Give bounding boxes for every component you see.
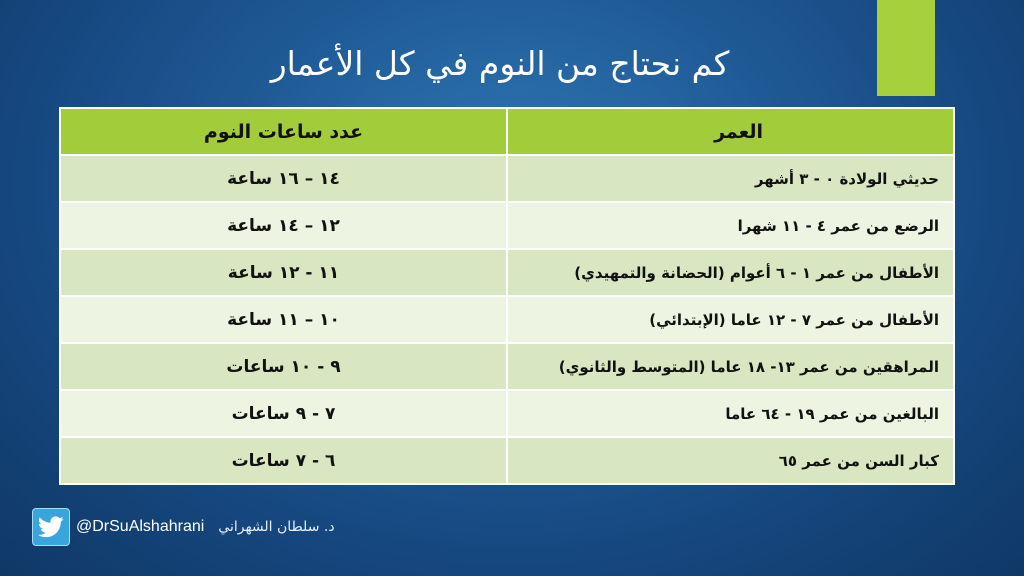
table-row — [60, 202, 954, 249]
age-cell: كبار السن من عمر ٦٥ — [507, 437, 954, 484]
header-age: العمر — [507, 108, 954, 155]
hours-cell: ٧ - ٩ ساعات — [60, 390, 507, 437]
hours-cell: ٩ - ١٠ ساعات — [60, 343, 507, 390]
age-cell: الأطفال من عمر ٧ - ١٢ عاما (الإبتدائي) — [507, 296, 954, 343]
table-row — [60, 390, 954, 437]
table-row — [60, 296, 954, 343]
sleep-hours-table — [59, 107, 955, 485]
age-cell: الرضع من عمر ٤ - ١١ شهرا — [507, 202, 954, 249]
twitter-handle[interactable]: @DrSuAlshahrani — [76, 518, 205, 535]
hours-cell: ١١ - ١٢ ساعة — [60, 249, 507, 296]
table-row — [60, 343, 954, 390]
twitter-bird-glyph — [38, 516, 64, 538]
header-sleep-hours: عدد ساعات النوم — [60, 108, 507, 155]
twitter-bird-icon[interactable] — [32, 508, 70, 546]
age-cell: المراهقين من عمر ١٣- ١٨ عاما (المتوسط والثانوي) — [507, 343, 954, 390]
age-cell: حديثي الولادة ٠ - ٣ أشهر — [507, 155, 954, 202]
accent-bar — [877, 0, 935, 96]
table-row — [60, 437, 954, 484]
slide-title: كم نحتاج من النوم في كل الأعمار — [270, 44, 730, 83]
author-name: د. سلطان الشهراني — [218, 519, 335, 535]
footer — [32, 508, 335, 546]
table-row — [60, 155, 954, 202]
table-row — [60, 249, 954, 296]
sleep-table-container — [59, 107, 955, 483]
age-cell: الأطفال من عمر ١ - ٦ أعوام (الحضانة والتمهيدي) — [507, 249, 954, 296]
table-header-row — [60, 108, 954, 155]
hours-cell: ١٤ – ١٦ ساعة — [60, 155, 507, 202]
age-cell: البالغين من عمر ١٩ - ٦٤ عاما — [507, 390, 954, 437]
hours-cell: ٦ - ٧ ساعات — [60, 437, 507, 484]
hours-cell: ١٢ – ١٤ ساعة — [60, 202, 507, 249]
hours-cell: ١٠ – ١١ ساعة — [60, 296, 507, 343]
